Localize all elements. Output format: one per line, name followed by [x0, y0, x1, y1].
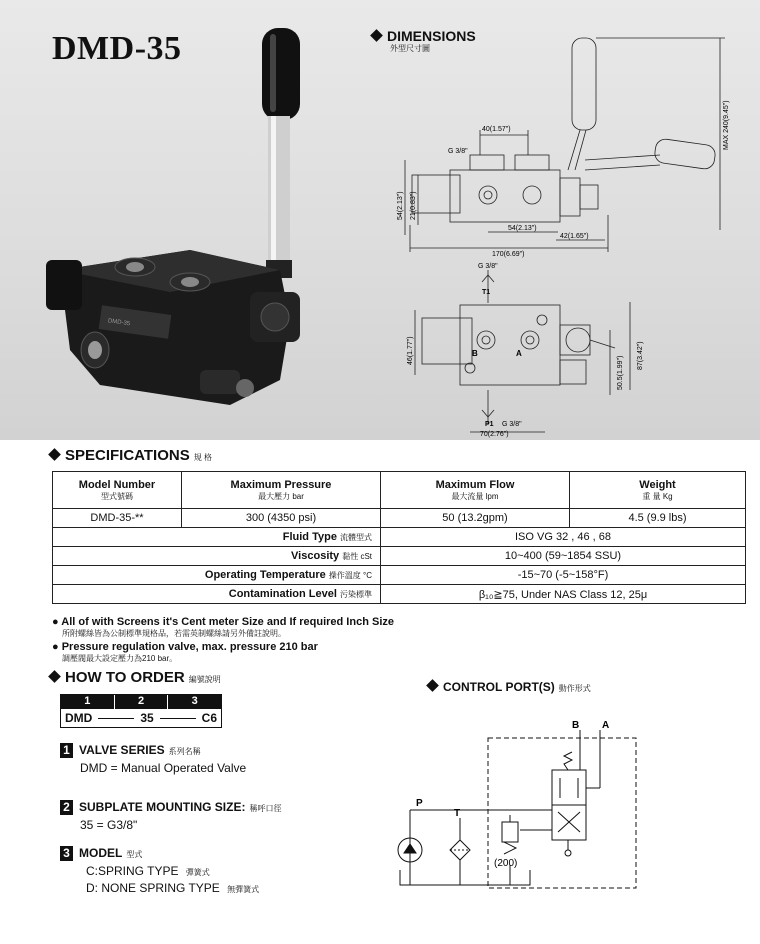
control-ports-heading: CONTROL PORT(S) 動作形式 [428, 680, 591, 694]
cell-flow: 50 (13.2gpm) [381, 509, 570, 528]
row-label-contamination: Contamination Level 污染標準 [53, 585, 381, 604]
row-value-temperature: -15~70 (-5~158°F) [381, 566, 746, 585]
table-row [53, 585, 746, 604]
header-flow: Maximum Flow 最大流量 lpm [381, 472, 570, 509]
dim-label: MAX 240(9.45") [723, 100, 730, 150]
dim-label: 170(6.69") [492, 251, 525, 258]
dim-label: T1 [482, 289, 491, 296]
dim-label: G 3/8" [502, 421, 522, 428]
dimensions-heading-sub: 外型尺寸圖 [390, 44, 430, 53]
dim-label: 40(1.57") [482, 126, 511, 133]
dim-label: G 3/8" [478, 263, 498, 270]
header-weight: Weight 重 量 Kg [570, 472, 746, 509]
cell-model: DMD-35-** [53, 509, 182, 528]
note-sub: 所附螺絲皆為公制標準規格品，若需英制螺絲請另外備註說明。 [62, 629, 286, 638]
row-value-fluid: ISO VG 32 , 46 , 68 [381, 528, 746, 547]
dim-label: G 3/8" [448, 148, 468, 155]
table-row [53, 566, 746, 585]
section-valve-series: 1 VALVE SERIES 系列名稱 DMD = Manual Operated Valve [60, 743, 246, 775]
note-sub: 調壓閥最大設定壓力為210 bar。 [62, 654, 178, 663]
dim-label: 87(3.42") [637, 341, 644, 370]
order-positions: 1 2 3 [61, 695, 221, 709]
dim-label: 70(2.76") [480, 431, 509, 438]
order-code: DMD 35 C6 [65, 711, 217, 725]
relief-setting-label: (200) [494, 858, 518, 869]
svg-text:DMD-35: DMD-35 [107, 318, 131, 328]
port-label-p: P [416, 798, 423, 809]
section-subplate-size: 2 SUBPLATE MOUNTING SIZE: 稱呼口徑 35 = G3/8" [60, 800, 281, 832]
control-port-schematic [390, 720, 660, 900]
port-label-t: T [454, 808, 461, 819]
valve-product-image [40, 20, 340, 420]
dim-label: 42(1.65") [560, 233, 589, 240]
note-item: ● All of with Screens it's Cent meter Size and If required Inch Size [52, 616, 394, 628]
row-label-temperature: Operating Temperature 操作溫度 °C [53, 566, 381, 585]
table-header-row [53, 472, 746, 509]
diamond-bullet-icon [48, 670, 61, 683]
page-title: DMD-35 [52, 30, 182, 67]
header-model: Model Number 型式號碼 [53, 472, 182, 509]
how-to-order-heading: HOW TO ORDER 編號說明 [50, 669, 221, 686]
table-row [53, 547, 746, 566]
dim-label: 54(2.13") [397, 191, 404, 220]
row-label-fluid: Fluid Type 流體型式 [53, 528, 381, 547]
specifications-table [52, 471, 746, 604]
row-label-viscosity: Viscosity 黏性 cSt [53, 547, 381, 566]
cell-weight: 4.5 (9.9 lbs) [570, 509, 746, 528]
section-model: 3 MODEL 型式 C:SPRING TYPE 彈簧式 D: NONE SPRING TYPE 無彈簧式 [60, 846, 259, 895]
row-value-contamination: β₁₀≧75, Under NAS Class 12, 25μ [381, 585, 746, 604]
header-pressure: Maximum Pressure 最大壓力 bar [182, 472, 381, 509]
table-row [53, 509, 746, 528]
port-label-b: B [572, 720, 580, 731]
dimension-drawing [360, 30, 755, 440]
table-row [53, 528, 746, 547]
specifications-heading: SPECIFICATIONS 規 格 [50, 447, 212, 464]
dim-label: 21(0.83") [410, 191, 417, 220]
cell-pressure: 300 (4350 psi) [182, 509, 381, 528]
note-item: ● Pressure regulation valve, max. pressure 210 bar [52, 641, 318, 653]
dim-label: 50.5(1.99") [617, 355, 624, 390]
row-value-viscosity: 10~400 (59~1854 SSU) [381, 547, 746, 566]
dim-label: 46(1.77") [407, 336, 414, 365]
notes [52, 616, 394, 666]
dim-label: 54(2.13") [508, 225, 537, 232]
port-label-a: A [602, 720, 610, 731]
dim-label: P1 [485, 421, 494, 428]
dimensions-heading: DIMENSIONS 外型尺寸圖 [372, 28, 476, 54]
order-code-box [60, 694, 222, 728]
dim-label: B [472, 349, 478, 358]
diamond-bullet-icon [426, 679, 439, 692]
dim-label: A [516, 349, 522, 358]
diamond-bullet-icon [48, 448, 61, 461]
